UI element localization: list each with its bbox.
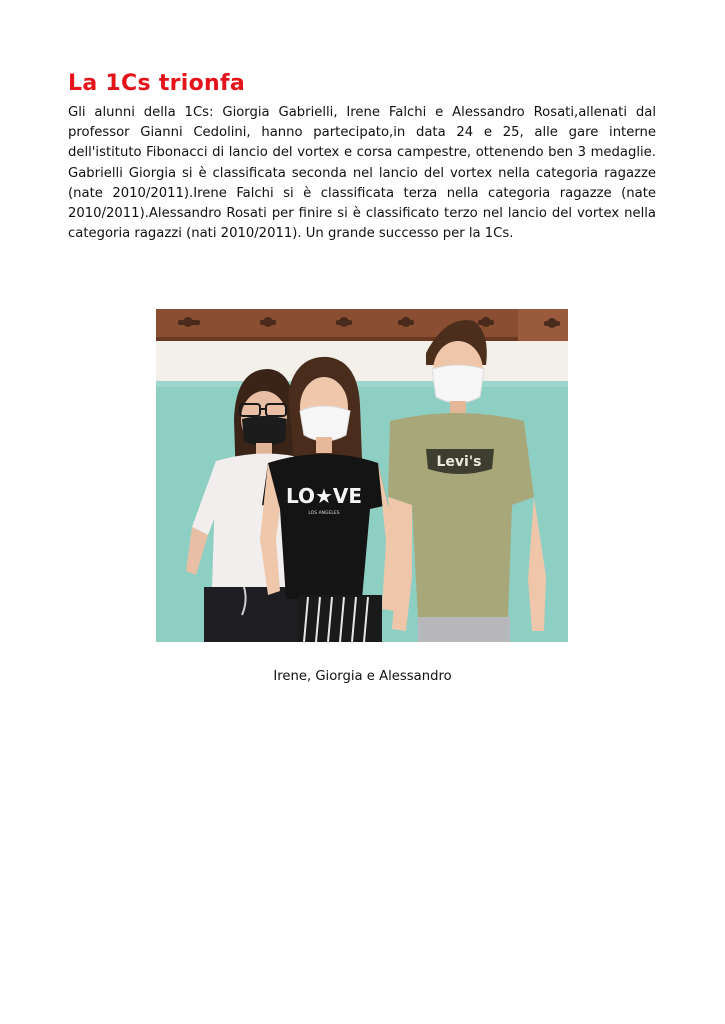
- coat-rack: [156, 309, 568, 341]
- article-body: Gli alunni della 1Cs: Giorgia Gabrielli, Irene Falchi e Alessandro Rosati,allenati dal professor Gianni Cedolini, hanno partecipato,in data 24 e 25, alle gare interne dell'istituto Fibonacci di lancio del vortex e corsa campestre, ottenendo ben 3 medaglie. Gabrielli Giorgia si è classificata seconda nel lancio del vortex nella categoria ragazze (nate 2010/2011).Irene Falchi si è classificata terza nella categoria ragazze (nate 2010/2011).Alessandro Rosati per finire si è classificato terzo nel lancio del vortex nella categoria ragazzi (nati 2010/2011). Un grande successo per la 1Cs.: [68, 105, 656, 242]
- shirt-print-levis: Levi's: [436, 454, 482, 470]
- shirt-print-love: LO★VE: [285, 484, 363, 508]
- group-photo: [156, 309, 568, 642]
- photo-caption: Irene, Giorgia e Alessandro: [273, 669, 452, 684]
- article-title: La 1Cs trionfa: [68, 71, 246, 96]
- shirt-print-small: LOS ANGELES: [308, 511, 340, 516]
